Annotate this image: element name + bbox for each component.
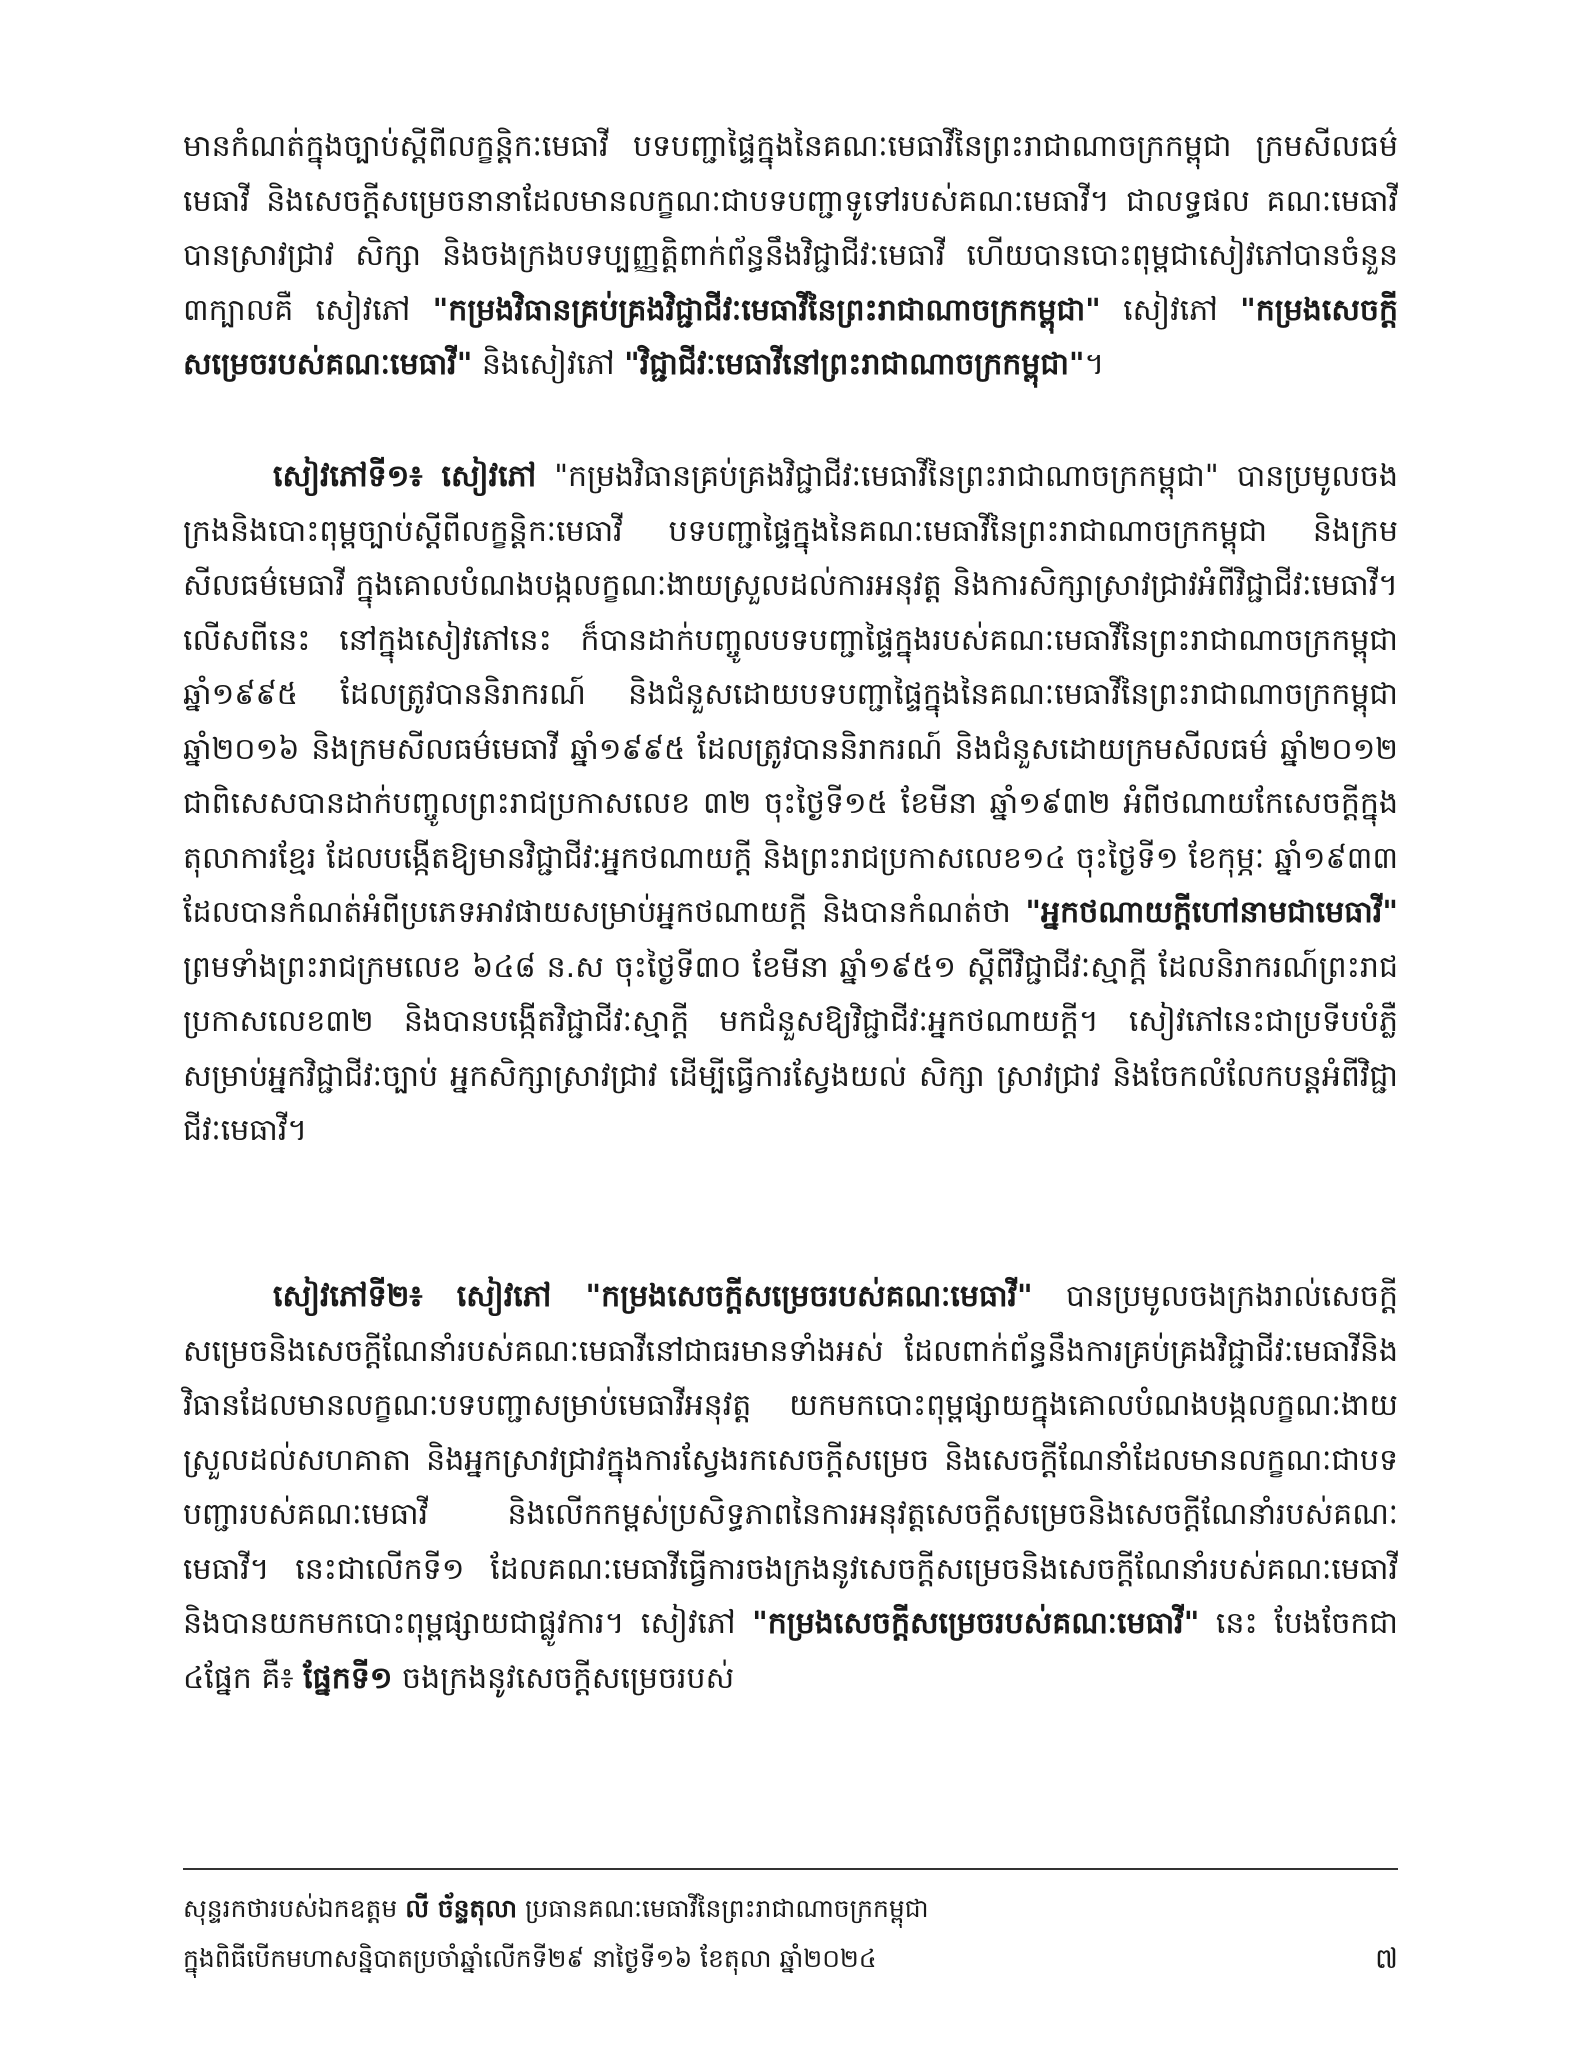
book2-title-ref: "កម្រងសេចក្ដីសម្រេចរបស់គណៈមេធាវី" bbox=[183, 292, 1398, 382]
book2-lead: សៀវភៅទី២៖ សៀវភៅ bbox=[273, 1279, 552, 1314]
book2-text-1: បានប្រមូលចងក្រងរាល់សេចក្ដីសម្រេចនិងសេចក្ដីណែនាំរបស់គណៈមេធាវីនៅជាធរមានទាំងអស់ ដែលពាក់ព័ន្ធនឹងការគ្រប់គ្រងវិជ្ជាជីវៈមេធាវីនិងវិធានដែលមានលក្ខណៈបទបញ្ជាសម្រាប់មេធាវីអនុវត្ត យកមកបោះពុម្ពផ្សាយក្នុងគោលបំណងបង្កលក្ខណៈងាយស្រួលដល់សហគាតា និងអ្នកស្រាវជ្រាវក្នុងការស្វែងរកសេចក្ដីសម្រេច និងសេចក្ដីណែនាំដែលមានលក្ខណៈជាបទបញ្ជារបស់គណៈមេធាវី និងលើកកម្ពស់ប្រសិទ្ធភាពនៃការអនុវត្តសេចក្ដីសម្រេចនិងសេចក្ដីណែនាំរបស់គណៈមេធាវី។ នេះជាលើកទី១ ដែលគណៈមេធាវីធ្វើការចងក្រងនូវសេចក្ដីសម្រេចនិងសេចក្ដីណែនាំរបស់គណៈមេធាវីនិងបានយកមកបោះពុម្ពផ្សាយជាផ្លូវការ។ សៀវភៅ bbox=[183, 1279, 1398, 1641]
lawyer-term: "អ្នកថណាយក្ដីហៅនាមជាមេធាវី" bbox=[1025, 895, 1398, 930]
footer-line-1 bbox=[183, 1884, 1398, 1934]
book2-text-3: ចងក្រងនូវសេចក្ដីសម្រេចរបស់ bbox=[392, 1660, 735, 1696]
speaker-name: លី ច័ន្ទតុលា bbox=[405, 1894, 518, 1923]
book1-text-2: ព្រមទាំងព្រះរាជក្រមលេខ ៦៤៨ ន.ស ចុះថ្ងៃទី៣០ ខែមីនា ឆ្នាំ១៩៥១ ស្ដីពីវិជ្ជាជីវៈស្មាក្ដី ដែលនិរាករណ៍ព្រះរាជប្រកាសលេខ៣២ និងបានបង្កើតវិជ្ជាជីវៈស្មាក្ដី មកជំនួសឱ្យវិជ្ជាជីវៈអ្នកថណាយក្ដី។ សៀវភៅនេះជាប្រទីបបំភ្លឺសម្រាប់អ្នកវិជ្ជាជីវៈច្បាប់ អ្នកសិក្សាស្រាវជ្រាវ ដើម្បីធ្វើការស្វែងយល់ សិក្សា ស្រាវជ្រាវ និងចែកលំលែកបន្តអំពីវិជ្ជាជីវៈមេធាវី។ bbox=[183, 949, 1398, 1148]
intro-text-4: ។ bbox=[1084, 347, 1105, 382]
footer-suffix: ប្រធានគណៈមេធាវីនៃព្រះរាជាណាចក្រកម្ពុជា bbox=[517, 1894, 929, 1923]
footer-divider bbox=[183, 1868, 1398, 1870]
book1-paragraph bbox=[183, 450, 1398, 1159]
book1-lead: សៀវភៅទី១៖ សៀវភៅ bbox=[273, 459, 537, 494]
part-one-label: ផ្នែកទី១ bbox=[303, 1660, 393, 1696]
intro-text-1: មានកំណត់ក្នុងច្បាប់ស្ដីពីលក្ខន្តិកៈមេធាវី បទបញ្ជាផ្ទៃក្នុងនៃគណៈមេធាវីនៃព្រះរាជាណាចក្រកម្ពុជា ក្រមសីលធម៌មេធាវី និងសេចក្ដីសម្រេចនានាដែលមានលក្ខណៈជាបទបញ្ជាទូទៅរបស់គណៈមេធាវី។ ជាលទ្ធផល គណៈមេធាវីបានស្រាវជ្រាវ សិក្សា និងចងក្រងបទប្បញ្ញត្តិពាក់ព័ន្ធនឹងវិជ្ជាជីវៈមេធាវី ហើយបានបោះពុម្ពជាសៀវភៅបានចំនួន ៣ក្បាលគឺ សៀវភៅ bbox=[183, 129, 1398, 328]
intro-paragraph bbox=[183, 120, 1398, 393]
page-footer bbox=[183, 1884, 1398, 1984]
book2-title: "កម្រងសេចក្ដីសម្រេចរបស់គណៈមេធាវី" bbox=[551, 1279, 1033, 1314]
intro-text-3: និងសៀវភៅ bbox=[472, 347, 625, 382]
book2-title-repeat: "កម្រងសេចក្ដីសម្រេចរបស់គណៈមេធាវី" bbox=[752, 1606, 1200, 1641]
book1-title-ref: "កម្រងវិធានគ្រប់គ្រងវិជ្ជាជីវៈមេធាវីនៃព្រះរាជាណាចក្រកម្ពុជា" bbox=[432, 292, 1101, 328]
intro-text-2: សៀវភៅ bbox=[1100, 292, 1241, 328]
page-number: ៧ bbox=[1375, 1942, 1398, 1975]
footer-prefix: សុន្ទរកថារបស់ឯកឧត្ដម bbox=[183, 1894, 406, 1923]
book1-title: "កម្រងវិធានគ្រប់គ្រងវិជ្ជាជីវៈមេធាវីនៃព្រះរាជាណាចក្រកម្ពុជា" bbox=[536, 459, 1219, 494]
book1-text-1: បានប្រមូលចងក្រងនិងបោះពុម្ពច្បាប់ស្ដីពីលក្ខន្តិកៈមេធាវី បទបញ្ជាផ្ទៃក្នុងនៃគណៈមេធាវីនៃព្រះរាជាណាចក្រកម្ពុជា និងក្រមសីលធម៌មេធាវី ក្នុងគោលបំណងបង្កលក្ខណៈងាយស្រួលដល់ការអនុវត្ត និងការសិក្សាស្រាវជ្រាវអំពីវិជ្ជាជីវៈមេធាវី។ លើសពីនេះ នៅក្នុងសៀវភៅនេះ ក៏បានដាក់បញ្ចូលបទបញ្ជាផ្ទៃក្នុងរបស់គណៈមេធាវីនៃព្រះរាជាណាចក្រកម្ពុជា ឆ្នាំ១៩៩៥ ដែលត្រូវបាននិរាករណ៍ និងជំនួសដោយបទបញ្ជាផ្ទៃក្នុងនៃគណៈមេធាវីនៃព្រះរាជាណាចក្រកម្ពុជា ឆ្នាំ២០១៦ និងក្រមសីលធម៌មេធាវី ឆ្នាំ១៩៩៥ ដែលត្រូវបាននិរាករណ៍ និងជំនួសដោយក្រមសីលធម៌ ឆ្នាំ២០១២ ជាពិសេសបានដាក់បញ្ចូលព្រះរាជប្រកាសលេខ ៣២ ចុះថ្ងៃទី១៥ ខែមីនា ឆ្នាំ១៩៣២ អំពីថណាយកែសេចក្ដីក្នុងតុលាការខ្មែរ ដែលបង្កើតឱ្យមានវិជ្ជាជីវៈអ្នកថណាយក្ដី និងព្រះរាជប្រកាសលេខ១៤ ចុះថ្ងៃទី១ ខែកុម្ភៈ ឆ្នាំ១៩៣៣ ដែលបានកំណត់អំពីប្រភេទអាវផាយសម្រាប់អ្នកថណាយក្ដី និងបានកំណត់ថា bbox=[183, 459, 1398, 930]
book3-title-ref: "វិជ្ជាជីវៈមេធាវីនៅព្រះរាជាណាចក្រកម្ពុជា" bbox=[624, 347, 1085, 382]
book2-paragraph bbox=[183, 1270, 1398, 1706]
footer-line-2: ក្នុងពិធីបើកមហាសន្និបាតប្រចាំឆ្នាំលើកទី២៩ នាថ្ងៃទី១៦ ខែតុលា ឆ្នាំ២០២៤ bbox=[183, 1944, 877, 1973]
book2-text-2: នេះ បែងចែកជា ៤ផ្នែក គឺ៖ bbox=[183, 1606, 1398, 1696]
